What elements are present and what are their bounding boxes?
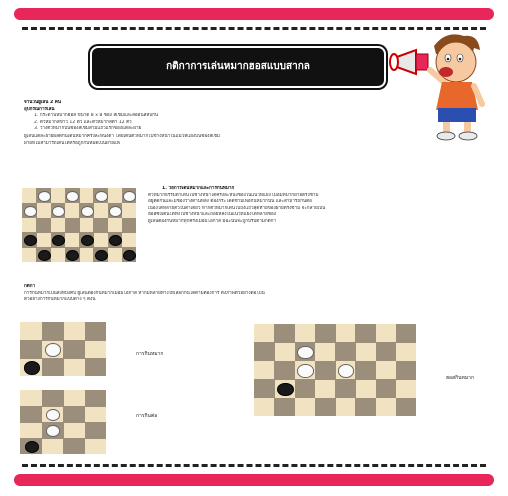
board-square (108, 218, 123, 233)
board-square (20, 390, 42, 407)
board-square (274, 324, 295, 343)
white-checker-piece (95, 191, 108, 202)
example-label-capture: การกินหมาก (136, 351, 164, 357)
board-square (63, 438, 85, 454)
board-square (254, 398, 275, 416)
checkers-board-initial (22, 188, 136, 262)
board-square (254, 342, 275, 361)
board-square (396, 361, 416, 380)
white-checker-piece (109, 206, 122, 217)
board-square (122, 203, 136, 218)
board-square (36, 218, 51, 233)
intro-paragraph (24, 134, 486, 147)
board-square (79, 188, 94, 203)
black-checker-piece (81, 235, 94, 246)
example-label-king: ฮอสกินหมาก (446, 375, 474, 381)
equipment-heading: อุปกรณ์การเล่น (24, 106, 55, 112)
board-square (108, 247, 123, 262)
board-square (274, 361, 295, 380)
paragraph-line: ฝ่ายที่ไม่สามารถเดินได้หรือถูกกินหมดเป็นฝ่ายแพ้ (24, 140, 120, 146)
board-square (315, 361, 336, 380)
white-checker-piece (81, 206, 94, 217)
equipment-item: 2. ตัวหมากสีขาว 12 ตัว และตัวหมากสีดำ 12 ตัว (34, 119, 132, 125)
example-label-multi-capture: การกินต่อ (136, 413, 158, 419)
worksheet-frame (14, 8, 494, 486)
black-checker-piece (95, 250, 108, 261)
board-square (79, 218, 94, 233)
megaphone-boy-illustration (386, 28, 496, 146)
board-square (355, 398, 376, 416)
intro-section (24, 100, 384, 133)
board-square (376, 361, 397, 380)
board-square (254, 324, 275, 343)
board-square (65, 232, 80, 247)
board-square (36, 203, 51, 218)
board-square (85, 438, 107, 454)
board-square (274, 342, 295, 361)
white-checker-piece (123, 191, 136, 202)
paragraph-line: ผู้เล่นแต่ละฝ่ายผลัดกันเดินหมากครั้งละหนึ่งตา โดยเดินตัวหมากไปข้างหน้าในแนวทแยงบนช่องสีเข้ม (24, 134, 220, 139)
board-square (93, 203, 108, 218)
board-square (396, 324, 416, 343)
board-square (396, 342, 416, 361)
paragraph-line: อยู่ติดกันและมีช่องว่างด้านหลัง ต้องกระโดดข้ามเพื่อกินหมากนั้น และสามารถกินต่อ (148, 199, 312, 204)
board-square (315, 324, 336, 343)
white-checker-piece (297, 364, 313, 377)
board-square (20, 406, 42, 423)
board-square (85, 406, 107, 423)
paragraph-line: ผู้เล่นต้องกินหมากทุกครั้งเมื่อมีโอกาส มิฉะนั้นจะถูกปรับตามกติกา (148, 218, 277, 224)
board-square (63, 340, 85, 359)
board-square (22, 247, 37, 262)
board-square (79, 247, 94, 262)
board-square (85, 422, 107, 439)
black-checker-piece (123, 250, 136, 261)
board-square (65, 218, 80, 233)
board-square (85, 390, 107, 407)
black-checker-piece (24, 235, 37, 246)
board-square (63, 358, 85, 376)
black-checker-piece (24, 361, 40, 374)
paragraph-line: เนื่องได้หลายตัวในตาเดียว หากตัวหมากเดินไปถึงแถวสุดท้ายของฝ่ายตรงข้าม จะกลายเป็น (148, 205, 326, 211)
board-square (63, 322, 85, 341)
board-square (20, 340, 42, 359)
checkers-board-example-king (254, 324, 416, 416)
white-checker-piece (338, 364, 354, 377)
board-square (22, 218, 37, 233)
example-heading: กติกา (24, 284, 36, 289)
checkers-board-example-capture (20, 322, 106, 376)
checkers-board-example-multi-capture (20, 390, 106, 454)
board-square (355, 379, 376, 398)
top-decorative-band (14, 8, 494, 20)
bottom-decorative-band (14, 474, 494, 486)
players-heading: จำนวนผู้เล่น 2 คน (24, 100, 61, 105)
board-square (355, 324, 376, 343)
board-square (335, 324, 356, 343)
board-square (335, 342, 356, 361)
black-checker-piece (277, 383, 293, 396)
board-square (315, 398, 336, 416)
board-square (295, 324, 316, 343)
board-square (42, 322, 64, 341)
board-square (22, 188, 37, 203)
paragraph-line: การกินหมากเป็นสิ่งที่บังคับ ผู้เล่นต้องกินหมากเมื่อมีโอกาส หากมีหลายทางให้เลือกกินได้ตามต้องการ ดังภาพตัวอย่างต่อไปนี้ (24, 290, 265, 296)
board-square (85, 340, 107, 359)
board-square (376, 379, 397, 398)
board-square (315, 342, 336, 361)
board-square (51, 188, 66, 203)
board-square (51, 218, 66, 233)
page-title: กติกาการเล่นหมากฮอสแบบสากล (90, 46, 386, 88)
equipment-item: 1. กระดานหมากฮอส ขนาด 8 x 8 ช่อง สีเข้มและสีอ่อนสลับกัน (34, 113, 159, 118)
white-checker-piece (52, 206, 65, 217)
paragraph-line: ฮอสซึ่งเดินได้ทั้งไปข้างหน้าและถอยหลังในแนวทแยงได้หลายช่อง (148, 212, 276, 217)
white-checker-piece (45, 343, 61, 356)
board-square (85, 358, 107, 376)
white-checker-piece (297, 346, 313, 359)
board-square (85, 322, 107, 341)
board-square (355, 361, 376, 380)
board-square (63, 406, 85, 423)
board-square (42, 390, 64, 407)
equipment-item: 3. วางตัวหมากบนช่องสีเข้มสามแถวแรกของแต่ละฝ่าย (34, 126, 142, 131)
black-checker-piece (38, 250, 51, 261)
board-square (108, 188, 123, 203)
megaphone-icon (390, 50, 428, 74)
board-square (254, 361, 275, 380)
white-checker-piece (24, 206, 37, 217)
board-square (42, 358, 64, 376)
board-square (122, 218, 136, 233)
board-square (335, 398, 356, 416)
board-square (36, 232, 51, 247)
board-square (93, 232, 108, 247)
board-square (122, 232, 136, 247)
board-square (65, 203, 80, 218)
paragraph-line: ตัวอย่างการกินหมากแบบต่าง ๆ ดังนี้ (24, 297, 96, 302)
example-section (24, 284, 486, 304)
board-square (63, 390, 85, 407)
board-square (315, 379, 336, 398)
board-square (376, 342, 397, 361)
board-square (42, 438, 64, 454)
white-checker-piece (38, 191, 51, 202)
bottom-dashed-divider (22, 464, 486, 467)
rules-heading: 1. วิธีการเดินหมากและการกินหมาก (162, 186, 235, 191)
rules-section (148, 186, 488, 225)
black-checker-piece (25, 441, 39, 453)
board-square (355, 342, 376, 361)
board-square (295, 379, 316, 398)
board-square (63, 422, 85, 439)
board-square (93, 218, 108, 233)
board-square (295, 398, 316, 416)
board-square (396, 379, 416, 398)
board-square (376, 398, 397, 416)
board-square (51, 247, 66, 262)
board-square (335, 379, 356, 398)
board-square (396, 398, 416, 416)
board-square (20, 422, 42, 439)
board-square (274, 398, 295, 416)
board-square (254, 379, 275, 398)
board-square (376, 324, 397, 343)
board-square (20, 322, 42, 341)
paragraph-line: ตัวหมากธรรมดาเดินไปข้างหน้าได้ครั้งละหนึ่งช่องในแนวทแยง เมื่อมีหมากฝ่ายตรงข้าม (148, 192, 319, 198)
